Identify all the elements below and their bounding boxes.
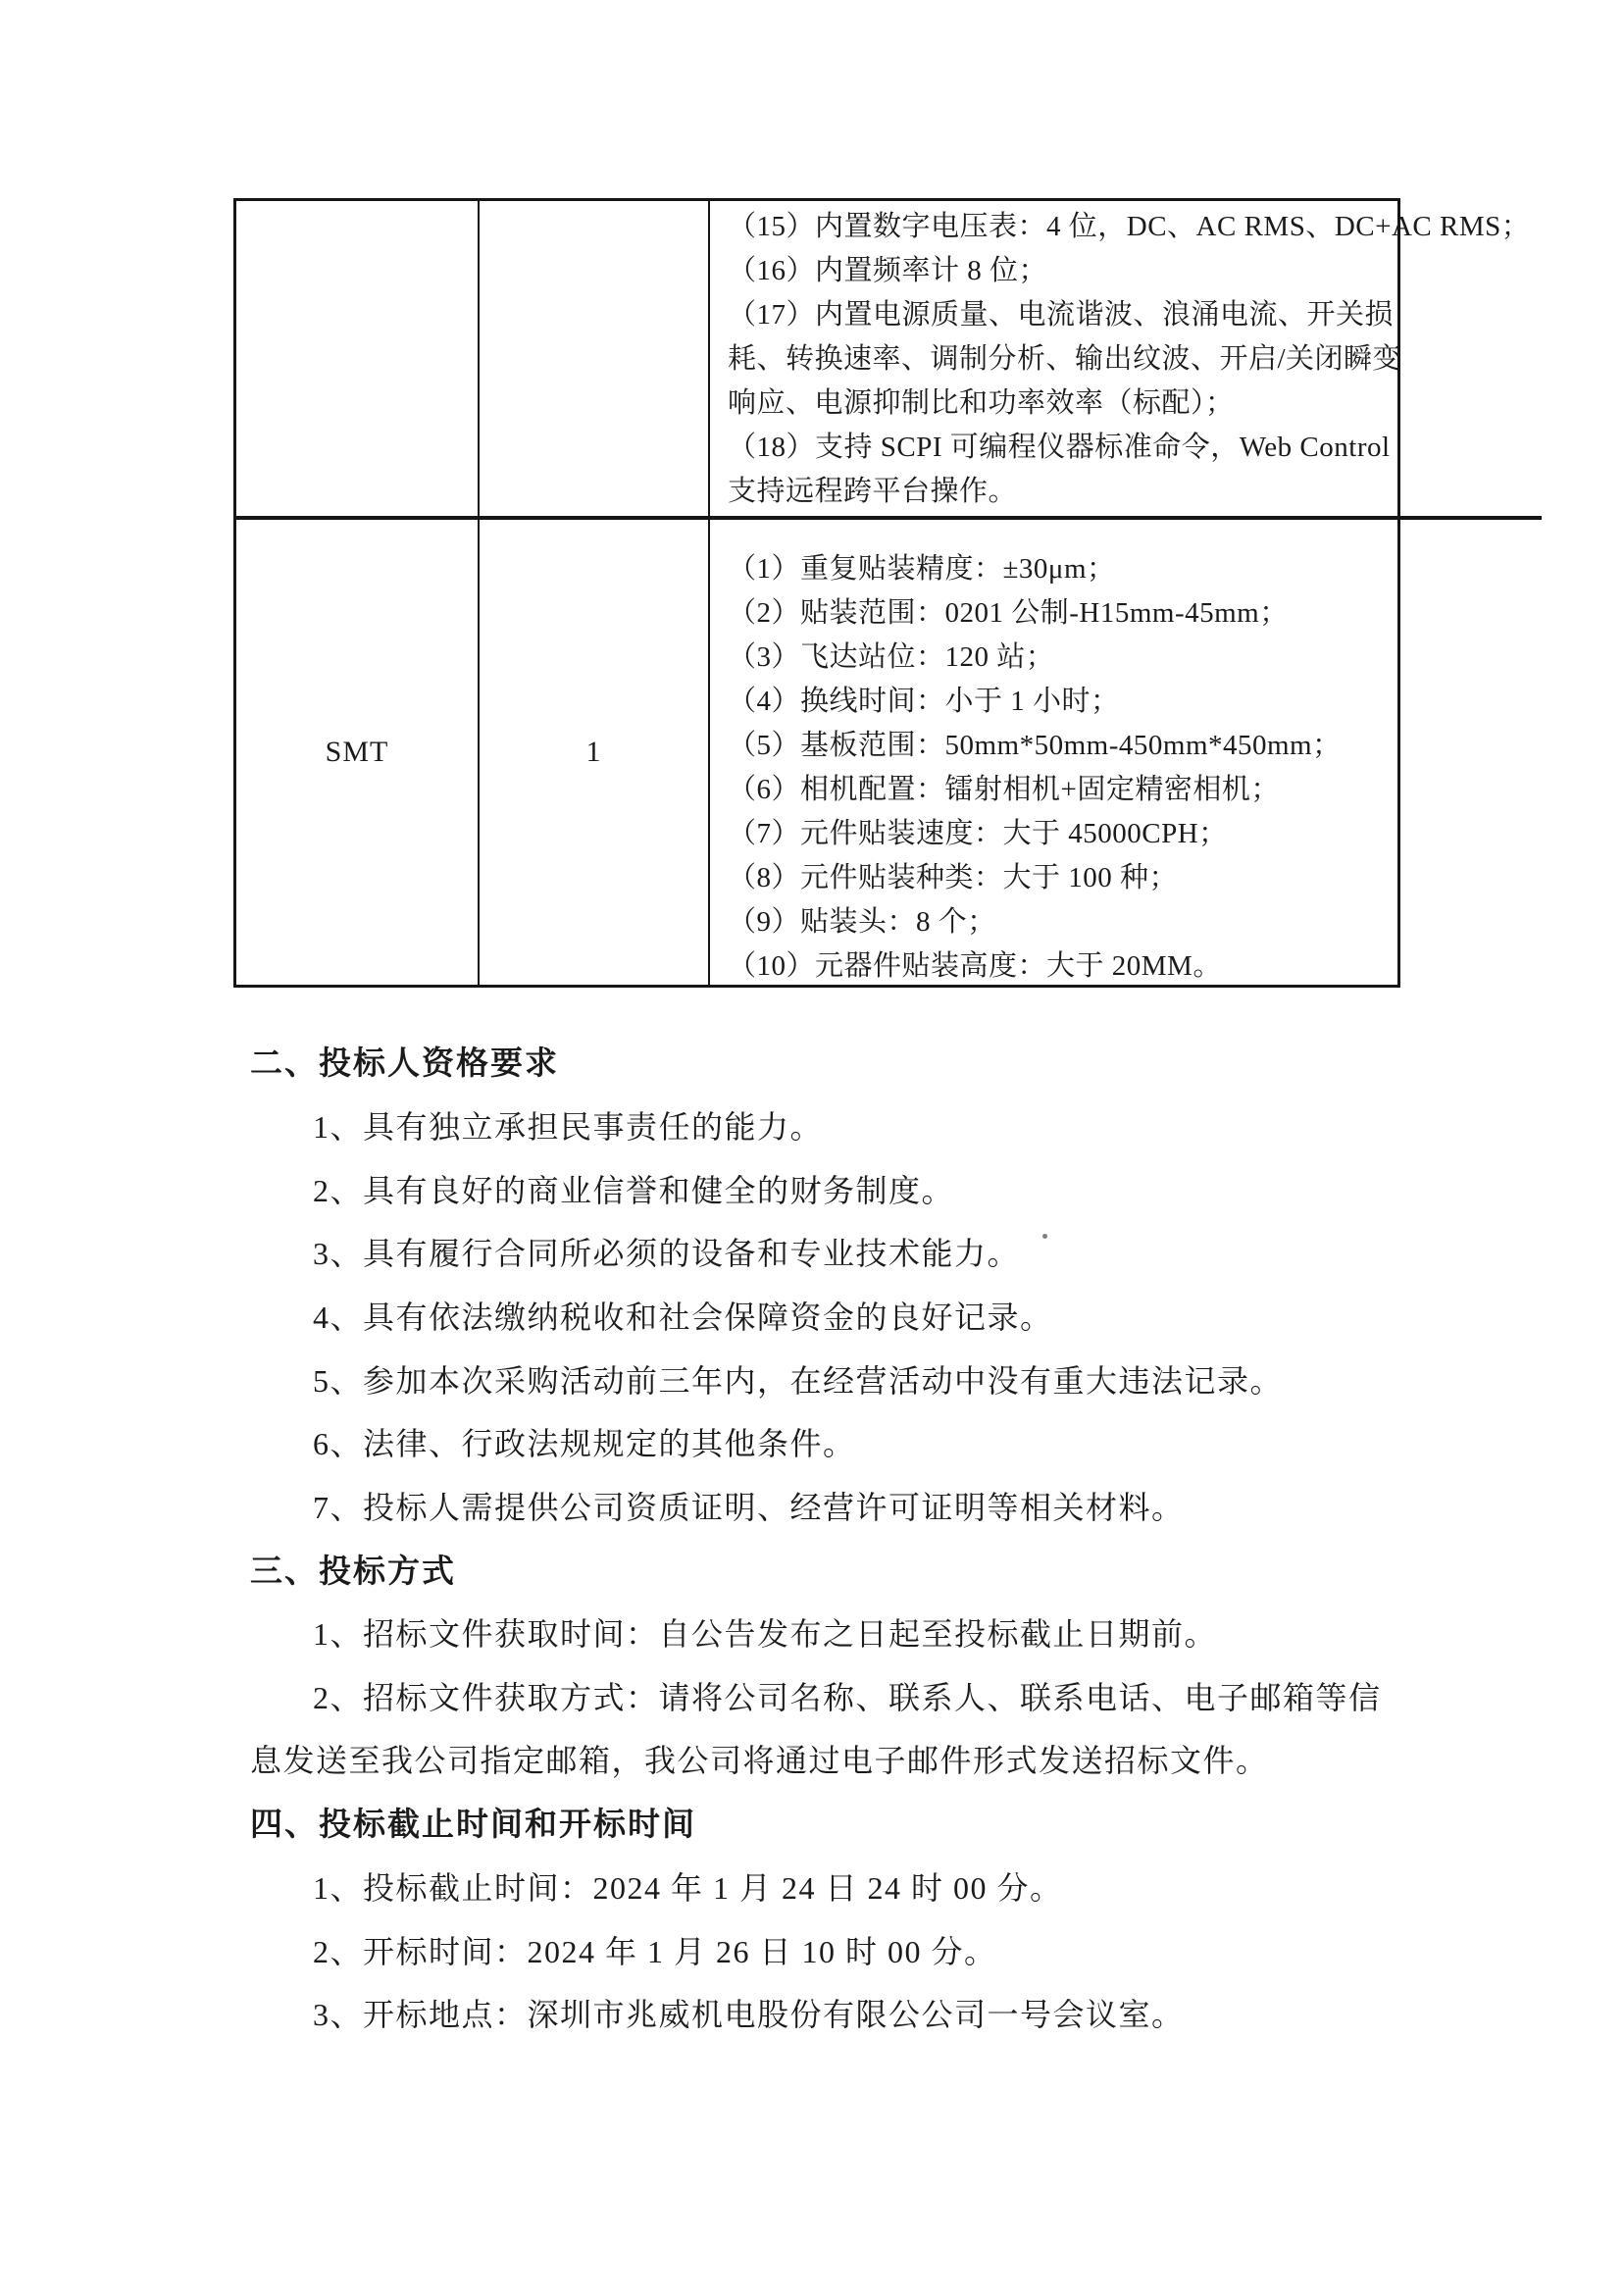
spec-line: （4）换线时间：小于 1 小时； xyxy=(728,686,1120,717)
table-cell-item-name-row1 xyxy=(236,201,480,520)
list-item: 3、具有履行合同所必须的设备和专业技术能力。 xyxy=(313,1236,1021,1271)
section-heading-bidding-method: 三、投标方式 xyxy=(250,1553,456,1589)
table-cell-qty-smt: 1 xyxy=(480,520,710,985)
spec-line: （7）元件贴装速度：大于 45000CPH； xyxy=(728,818,1228,849)
list-item: 2、开标时间：2024 年 1 月 26 日 10 时 00 分。 xyxy=(313,1934,997,1969)
spec-line: 支持远程跨平台操作。 xyxy=(728,476,1018,507)
section-heading-deadline: 四、投标截止时间和开标时间 xyxy=(250,1806,696,1842)
spec-line: （1）重复贴装精度：±30μm； xyxy=(728,553,1116,585)
list-item: 5、参加本次采购活动前三年内，在经营活动中没有重大违法记录。 xyxy=(313,1363,1284,1399)
spec-line: （17）内置电源质量、电流谐波、浪涌电流、开关损 xyxy=(728,299,1395,331)
table-cell-specs-row1 xyxy=(710,201,1542,520)
section-heading-qualifications: 二、投标人资格要求 xyxy=(250,1045,559,1081)
spec-line: （10）元器件贴装高度：大于 20MM。 xyxy=(728,950,1222,982)
spec-line: （3）飞达站位：120 站； xyxy=(728,641,1055,673)
spec-line: 响应、电源抑制比和功率效率（标配）； xyxy=(728,387,1235,419)
list-item: 1、投标截止时间：2024 年 1 月 24 日 24 时 00 分。 xyxy=(313,1870,1063,1906)
list-item: 2、招标文件获取方式：请将公司名称、联系人、联系电话、电子邮箱等信 xyxy=(313,1680,1382,1715)
spec-line: （18）支持 SCPI 可编程仪器标准命令，Web Control xyxy=(728,432,1391,463)
table-cell-specs-smt xyxy=(710,520,1542,985)
spec-line: （15）内置数字电压表：4 位，DC、AC RMS、DC+AC RMS； xyxy=(728,211,1531,242)
spec-table xyxy=(233,198,1531,988)
table-cell-qty-row1 xyxy=(480,201,710,520)
spec-line: （6）相机配置：镭射相机+固定精密相机； xyxy=(728,774,1280,805)
list-item: 4、具有依法缴纳税收和社会保障资金的良好记录。 xyxy=(313,1300,1053,1335)
list-item: 3、开标地点：深圳市兆威机电股份有限公公司一号会议室。 xyxy=(313,1997,1185,2032)
spec-line: （2）贴装范围：0201 公制-H15mm-45mm； xyxy=(728,597,1289,629)
list-item: 2、具有良好的商业信誉和健全的财务制度。 xyxy=(313,1173,955,1208)
spec-line: （16）内置频率计 8 位； xyxy=(728,255,1048,286)
list-item: 7、投标人需提供公司资质证明、经营许可证明等相关材料。 xyxy=(313,1490,1185,1525)
list-item-continuation: 息发送至我公司指定邮箱，我公司将通过电子邮件形式发送招标文件。 xyxy=(250,1743,1269,1778)
table-cell-item-name-smt: SMT xyxy=(236,520,480,985)
spec-line: （9）贴装头：8 个； xyxy=(728,906,996,938)
list-item: 1、具有独立承担民事责任的能力。 xyxy=(313,1109,824,1145)
scan-speck xyxy=(1042,1234,1047,1239)
spec-line: （5）基板范围：50mm*50mm-450mm*450mm； xyxy=(728,730,1342,761)
list-item: 6、法律、行政法规规定的其他条件。 xyxy=(313,1426,856,1461)
spec-line: （8）元件贴装种类：大于 100 种； xyxy=(728,862,1179,893)
spec-line: 耗、转换速率、调制分析、输出纹波、开启/关闭瞬变 xyxy=(728,343,1402,375)
list-item: 1、招标文件获取时间：自公告发布之日起至投标截止日期前。 xyxy=(313,1616,1218,1652)
